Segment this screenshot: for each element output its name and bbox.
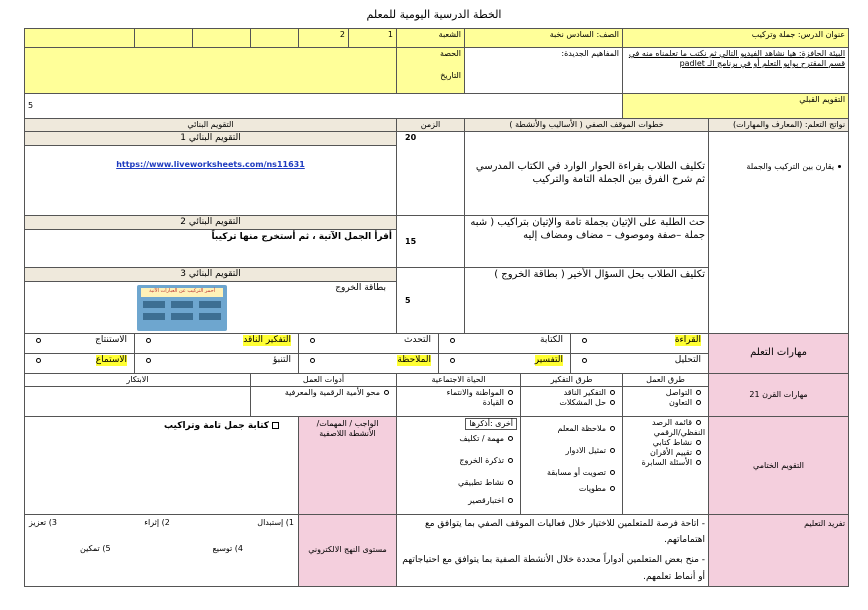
summative-col3 [397, 417, 521, 515]
checkbox-icon [36, 358, 41, 363]
pre-assessment-value: 5 [25, 94, 623, 119]
e-approach-label: مستوى النهج الالكتروني [299, 515, 397, 587]
exit-card-label: بطاقة الخروج [335, 283, 386, 294]
label-text: القراءة [674, 335, 702, 345]
differentiation-label: تفريد التعليم [709, 515, 849, 587]
step-1: تكليف الطلاب بقراءة الحوار الوارد في الكتاب المدرسي ثم شرح الفرق بين الجملة التامة والتركيب [465, 132, 709, 216]
label-text: المواطنة والانتماء [446, 388, 505, 397]
label-text: التعاون [668, 398, 693, 407]
bullet-icon [696, 420, 701, 425]
formative-1-title: التقويم البنائي 1 [25, 132, 396, 146]
time-header: الزمن [397, 119, 465, 132]
label-text: تصويت أو مسابقة [547, 468, 607, 477]
bullet-icon [696, 460, 701, 465]
checkbox-icon [582, 358, 587, 363]
skill-writing[interactable] [439, 334, 571, 354]
lesson-title: عنوان الدرس: جملة وتركيب [623, 29, 849, 48]
list-item[interactable] [524, 398, 619, 408]
label-text: اختبارقصير [468, 496, 505, 505]
label-text: التنبؤ [272, 355, 291, 365]
homework-label: الواجب / المهمات/ الأنشطة اللاصفية [299, 417, 397, 515]
checkbox-icon[interactable] [272, 422, 279, 429]
list-item[interactable] [400, 478, 517, 488]
section-value-1: 1 [349, 29, 397, 48]
bullet-icon [508, 480, 513, 485]
new-concepts: المفاهيم الجديدة: [465, 48, 623, 94]
list-item[interactable] [400, 496, 517, 506]
bullet-icon [610, 448, 615, 453]
checkbox-icon [310, 338, 315, 343]
bullet-icon [508, 400, 513, 405]
c21-thinking [521, 387, 623, 417]
bullet-icon [610, 486, 615, 491]
period-label: الحصة [439, 49, 462, 58]
list-item[interactable] [524, 446, 619, 456]
label-text: التفسير [534, 355, 564, 365]
list-item[interactable] [524, 388, 619, 398]
list-item[interactable] [400, 398, 517, 408]
exit-card-image [137, 285, 227, 331]
label-text: التحدث [404, 335, 432, 345]
exit-card-image-title: أحمر التركيب عن العبارات الآتية [141, 288, 223, 297]
skill-prediction[interactable] [135, 354, 299, 374]
level-1: 1) إستبدال [257, 518, 294, 527]
bullet-icon [610, 470, 615, 475]
differentiation-line-2: - منح بعض المتعلمين أدواراً محددة خلال الأنشطة الصفية بما يتوافق مع احتياجاتهم أو أنماط تعلمهم. [402, 555, 706, 582]
skill-interpretation[interactable] [439, 354, 571, 374]
label-text: الاستماع [95, 355, 127, 365]
label-text: البيئة الحافزة: هيا نشاهد الفيديو التالي ثم نكتب ما تعلمناه منه في قسم المقترح بوابو التعلم أو في برنامج الـ padlet [628, 49, 846, 68]
skill-speaking[interactable] [299, 334, 439, 354]
steps-header: خطوات الموقف الصفي ( الأساليب والأنشطة ) [465, 119, 709, 132]
bullet-icon [610, 390, 615, 395]
checkbox-icon [146, 358, 151, 363]
summative-col2 [521, 417, 623, 515]
section-value-2: 2 [299, 29, 349, 48]
list-item[interactable] [400, 388, 517, 398]
bullet-icon [696, 440, 701, 445]
c21-header-social: الحياة الاجتماعية [397, 374, 521, 387]
label-text: مطويات [578, 484, 607, 493]
list-item[interactable] [400, 434, 517, 444]
c21-innovation [25, 387, 251, 417]
label-text: الاستنتاج [95, 335, 127, 345]
outcomes-header: نواتج التعلم: (المعارف والمهارات) [709, 119, 849, 132]
formative-1 [25, 132, 397, 216]
bullet-icon [610, 426, 615, 431]
formative-2 [25, 216, 397, 268]
list-item[interactable] [626, 418, 705, 438]
lesson-plan-table [24, 28, 849, 587]
label-text: تمثيل الادوار [565, 446, 607, 455]
formative-2-content: أقرأ الجمل الآتية ، ثم أستخرج منها تركيباً [211, 232, 392, 243]
skill-observation[interactable] [299, 354, 439, 374]
outcome-cell [709, 132, 849, 334]
label-text: الكتابة [540, 335, 564, 345]
bullet-icon [508, 390, 513, 395]
e-approach-levels [25, 515, 299, 587]
period-date-values [25, 48, 397, 94]
bullet-icon [696, 450, 701, 455]
label-text: تقييم الأقران [649, 448, 693, 457]
label-text: محو الأمية الرقمية والمعرفية [284, 388, 380, 397]
differentiation-text [397, 515, 709, 587]
label-text: كتابة جمل تامة وتراكيب [164, 421, 269, 431]
c21-header-innovation: الابتكار [25, 374, 251, 387]
date-label: التاريخ [440, 71, 462, 80]
label-text: التحليل [674, 355, 702, 365]
skill-listening[interactable] [25, 354, 135, 374]
bullet-icon [508, 458, 513, 463]
stimulating-environment [623, 48, 849, 94]
list-item[interactable] [626, 458, 705, 468]
summative-col1 [623, 417, 709, 515]
checkbox-icon [310, 358, 315, 363]
time-1: 20 [397, 132, 465, 216]
label-text: نشاط كتابي [652, 438, 693, 447]
list-item[interactable] [626, 388, 705, 398]
bullet-icon [508, 498, 513, 503]
formative-3 [25, 268, 397, 334]
bullet-icon [696, 400, 701, 405]
c21-header-thinking: طرق التفكير [521, 374, 623, 387]
label-text: الملاحظة [397, 355, 432, 365]
section-value-5 [135, 29, 193, 48]
label-text: التفكير الناقد [563, 388, 607, 397]
level-4: 4) توسيع [212, 544, 244, 553]
formative-header: التقويم البنائي [25, 119, 397, 132]
skill-critical-thinking[interactable] [135, 334, 299, 354]
level-5: 5) تمكين [80, 544, 111, 553]
period-and-date-labels [397, 48, 465, 94]
c21-label: مهارات القرن 21 [709, 374, 849, 417]
list-item[interactable] [524, 484, 619, 494]
outcome-item: يقارن بين التركيب والجملة [746, 162, 835, 171]
page-title: الخطة الدرسية اليومية للمعلم [366, 8, 502, 21]
label-text: قائمة الرصد النفظي/الرقمي [652, 418, 706, 437]
time-2: 15 [397, 216, 465, 268]
checkbox-icon [450, 358, 455, 363]
list-item[interactable] [626, 448, 705, 458]
label-text: مهمة / تكليف [459, 434, 505, 443]
skill-reading[interactable] [571, 334, 709, 354]
list-item[interactable] [626, 438, 705, 448]
pre-assessment-label: التقويم القبلي [623, 94, 849, 119]
bullet-icon [696, 390, 701, 395]
section-value-6 [25, 29, 135, 48]
list-item[interactable] [524, 424, 619, 434]
step-3: تكليف الطلاب بحل السؤال الأخير ( بطاقة الخروج ) [465, 268, 709, 334]
label-text: ملاحظة المعلم [557, 424, 607, 433]
bullet-icon [508, 436, 513, 441]
label-text: القيادة [482, 398, 505, 407]
formative-3-title: التقويم البنائي 3 [25, 268, 396, 282]
bullet-icon [384, 390, 389, 395]
formative-2-title: التقويم البنائي 2 [25, 216, 396, 230]
c21-header-work: طرق العمل [623, 374, 709, 387]
skill-analysis[interactable] [571, 354, 709, 374]
c21-tools [251, 387, 397, 417]
skill-deduction[interactable] [25, 334, 135, 354]
label-text: حل المشكلات [559, 398, 607, 407]
label-text: نشاط تطبيقي [457, 478, 505, 487]
label-text: تذكرة الخروج [459, 456, 505, 465]
time-3: 5 [397, 268, 465, 334]
bullet-icon [838, 165, 841, 168]
list-item[interactable] [626, 398, 705, 408]
label-text: الأسئلة السابرة [641, 458, 693, 467]
checkbox-icon [36, 338, 41, 343]
differentiation-line-1: - اتاحة فرصة للمتعلمين للاختيار خلال فعاليات الموقف الصفي بما يتوافق مع اهتماماتهم. [424, 519, 706, 546]
checkbox-icon [582, 338, 587, 343]
section-value-3 [251, 29, 299, 48]
step-2: حث الطلبة على الإتيان بجملة تامة والإتيان بتراكيب ( شبه جملة –صفة وموصوف – مضاف ومضاف إليه [465, 216, 709, 268]
checkbox-icon [450, 338, 455, 343]
section-value-4 [193, 29, 251, 48]
label-text: التفكير الناقد [243, 335, 291, 345]
learning-skills-label: مهارات التعلم [709, 334, 849, 374]
list-item[interactable] [400, 456, 517, 466]
level-2: 2) إثراء [144, 518, 170, 527]
c21-header-tools: أدوات العمل [251, 374, 397, 387]
bullet-icon [610, 400, 615, 405]
checkbox-icon [146, 338, 151, 343]
c21-work-methods [623, 387, 709, 417]
level-3: 3) تعزيز [29, 518, 57, 527]
other-label: أخرى :أذكرها [465, 418, 517, 430]
label-text: التواصل [665, 388, 693, 397]
c21-social [397, 387, 521, 417]
list-item[interactable] [524, 468, 619, 478]
section-label: الشعبة [397, 29, 465, 48]
class-label: الصف: السادس نخبة [465, 29, 623, 48]
list-item[interactable] [254, 388, 393, 398]
worksheet-link[interactable]: https://www.liveworksheets.com/ns11631 [116, 160, 305, 170]
homework-value [25, 417, 299, 515]
summative-label: التقويم الختامي [709, 417, 849, 515]
